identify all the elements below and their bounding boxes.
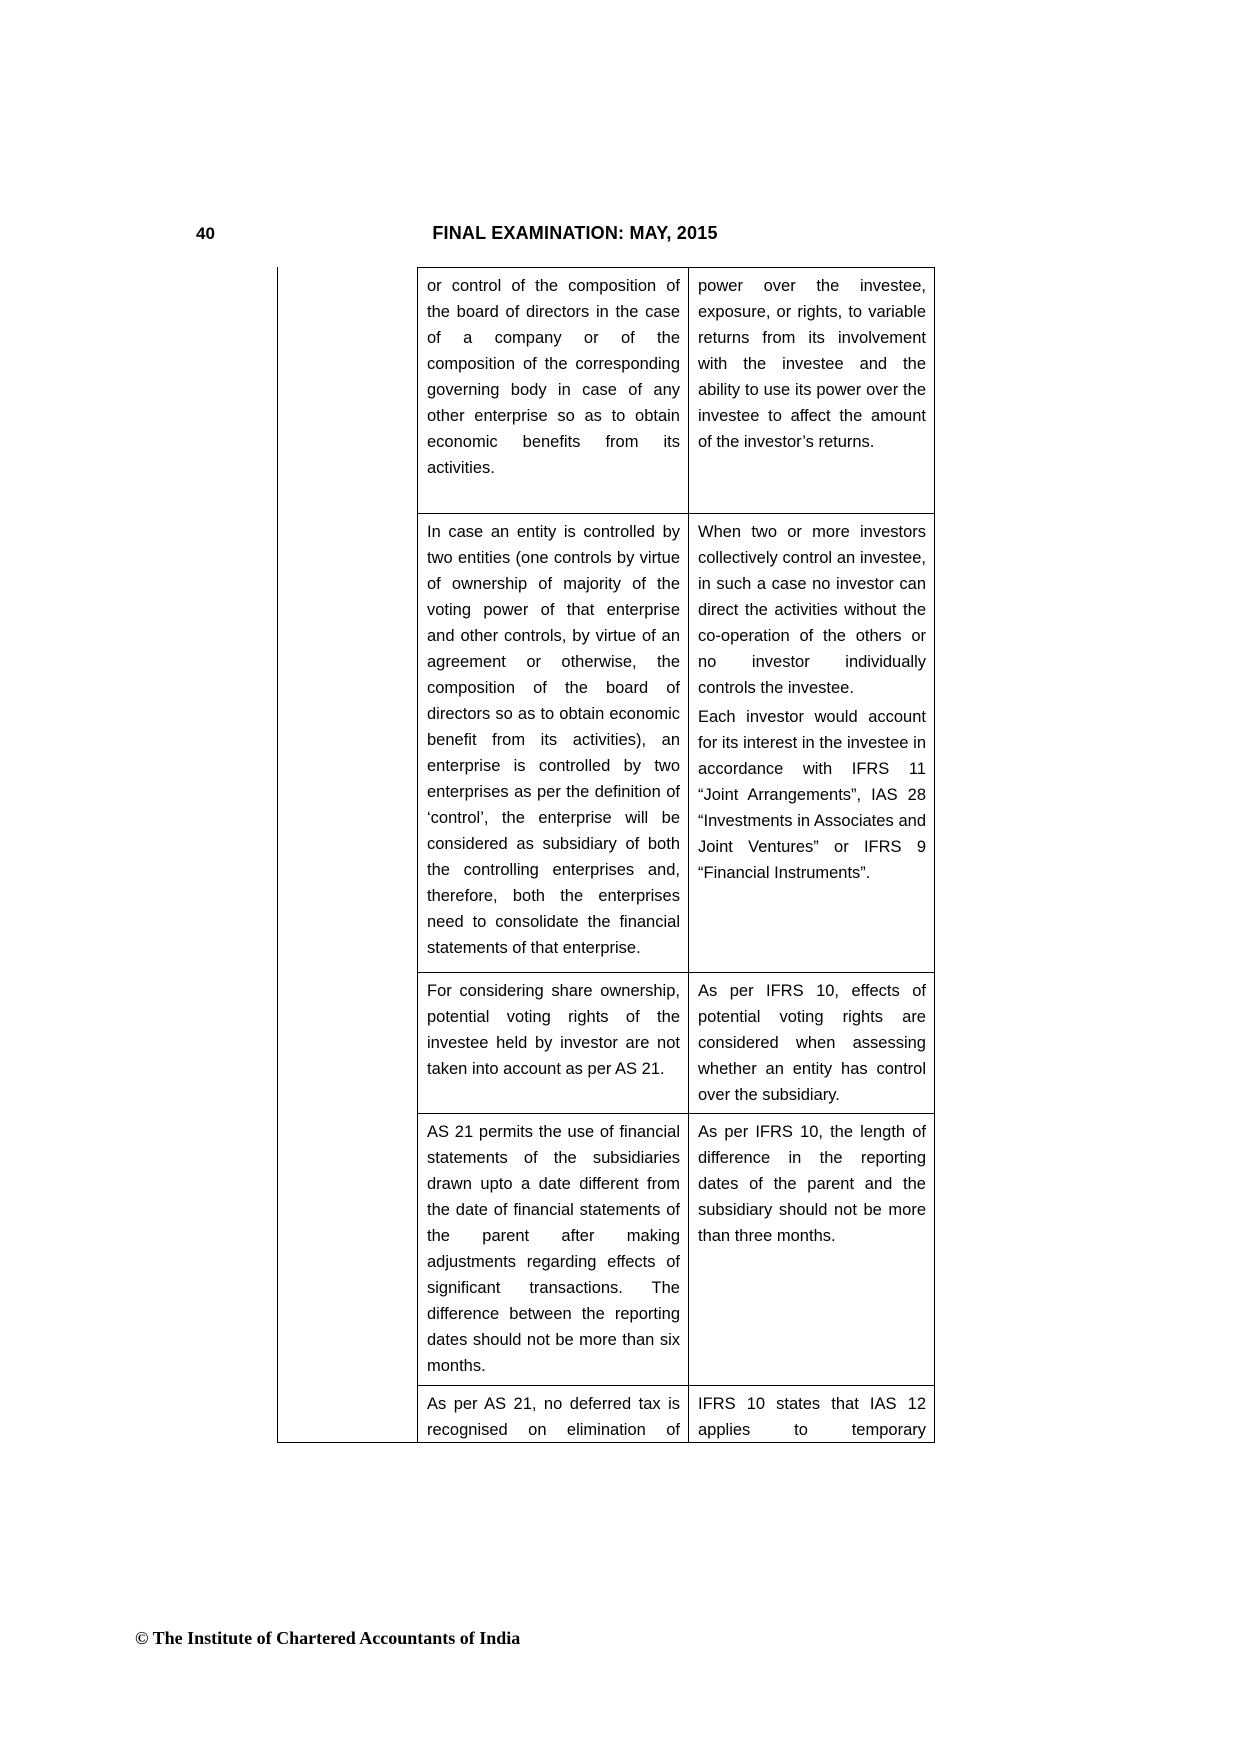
paragraph: For considering share ownership, potential voting rights of the investee held by investor are not taken into account as per AS 21. <box>427 982 680 1078</box>
ifrs-cell <box>689 268 935 513</box>
paragraph: As per AS 21, no deferred tax is recognised on elimination of <box>427 1395 680 1439</box>
paragraph: AS 21 permits the use of financial statements of the subsidiaries drawn upto a date different from the date of financial statements of the parent after making adjustments regarding effects of significant transactions. The difference between the reporting dates should not be more than six months. <box>427 1123 680 1375</box>
paragraph: power over the investee, exposure, or rights, to variable returns from its involvement with the investee and the ability to use its power over the investee to affect the amount of the investor’s returns. <box>698 277 926 451</box>
as21-cell <box>417 973 689 1113</box>
ifrs-cell <box>689 1114 935 1385</box>
ifrs-cell <box>689 514 935 972</box>
as21-cell <box>417 514 689 972</box>
copyright-footer: © The Institute of Chartered Accountants of India <box>135 1628 521 1648</box>
paragraph: When two or more investors collectively control an investee, in such a case no investor can direct the activities without the co-operation of the others or no investor individually controls the investee. <box>698 523 926 697</box>
empty-left-column <box>277 267 417 1442</box>
as21-ifrs-comparison-table <box>277 267 935 1443</box>
ifrs-cell <box>689 973 935 1113</box>
paragraph: As per IFRS 10, effects of potential voting rights are considered when assessing whether an entity has control over the subsidiary. <box>698 982 926 1104</box>
as21-cell <box>417 1386 689 1442</box>
as21-cell <box>417 1114 689 1385</box>
table-row <box>417 1386 935 1442</box>
table-rows <box>417 267 935 1442</box>
page-header: FINAL EXAMINATION: MAY, 2015 <box>432 223 718 243</box>
table-row <box>417 268 935 514</box>
paragraph: IFRS 10 states that IAS 12 applies to temporary <box>698 1395 926 1439</box>
table-row <box>417 973 935 1114</box>
table-row <box>417 1114 935 1386</box>
as21-cell <box>417 268 689 513</box>
page-number: 40 <box>196 224 215 243</box>
paragraph: Each investor would account for its interest in the investee in accordance with IFRS 11 “Joint Arrangements”, IAS 28 “Investments in Associates and Joint Ventures” or IFRS 9 “Financial Instruments”. <box>698 708 926 882</box>
ifrs-cell <box>689 1386 935 1442</box>
paragraph: As per IFRS 10, the length of difference in the reporting dates of the parent and the subsidiary should not be more than three months. <box>698 1123 926 1245</box>
paragraph: In case an entity is controlled by two entities (one controls by virtue of ownership of majority of the voting power of that enterprise and other controls, by virtue of an agreement or otherwise, the composition of the board of directors so as to obtain economic benefit from its activities), an enterprise is controlled by two enterprises as per the definition of ‘control’, the enterprise will be considered as subsidiary of both the controlling enterprises and, therefore, both the enterprises need to consolidate the financial statements of that enterprise. <box>427 523 680 957</box>
paragraph: or control of the composition of the board of directors in the case of a company or of the composition of the corresponding governing body in case of any other enterprise so as to obtain economic benefits from its activities. <box>427 277 680 477</box>
table-row <box>417 514 935 973</box>
